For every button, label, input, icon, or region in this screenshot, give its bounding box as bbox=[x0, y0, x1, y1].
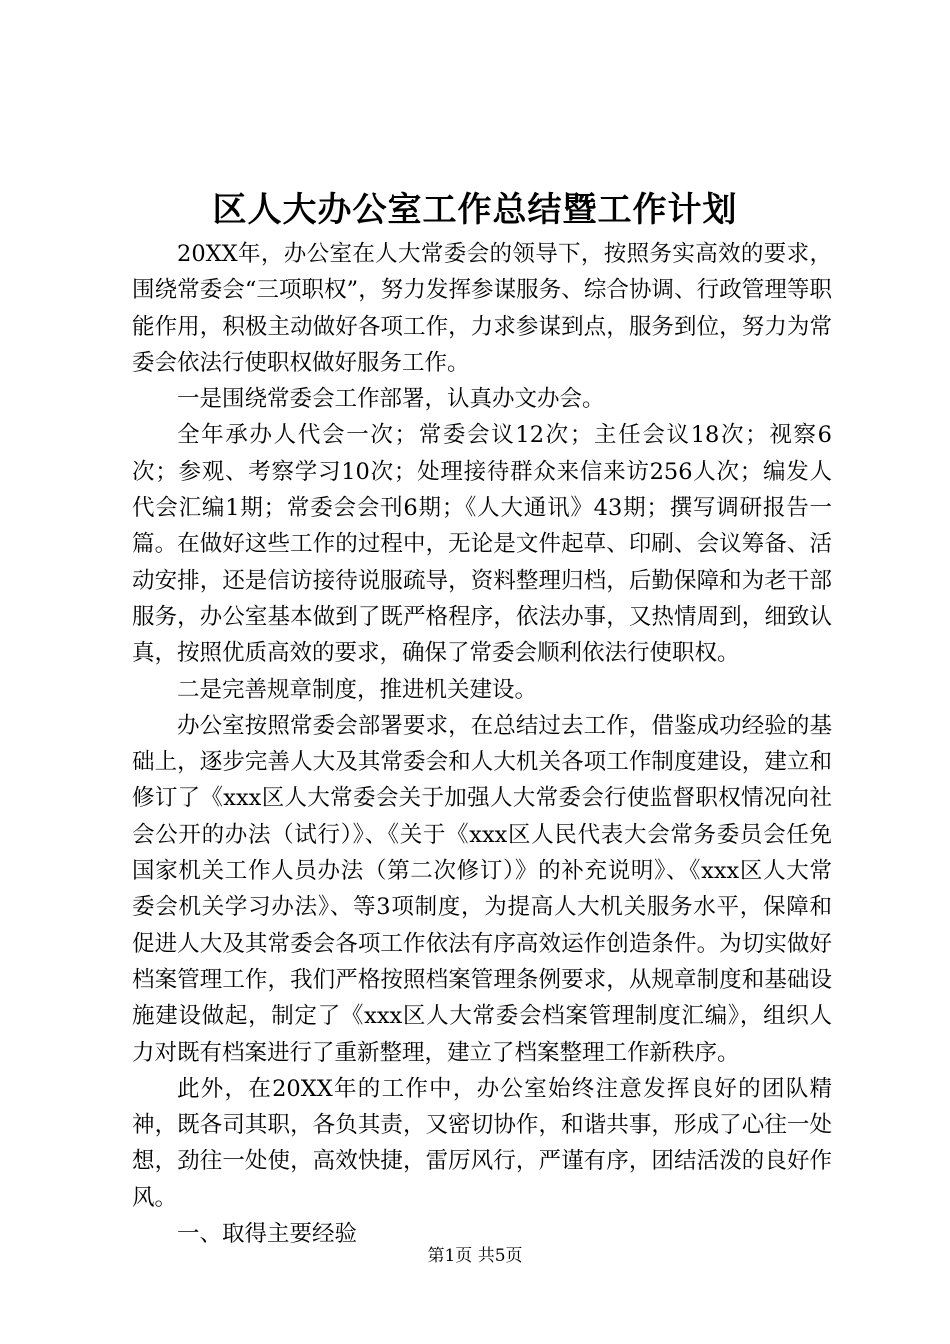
paragraph: 此外，在20XX年的工作中，办公室始终注意发挥良好的团队精神，既各司其职，各负其责，又密切协作，和谐共事，形成了心往一处想，劲往一处使，高效快捷，雷厉风行，严谨有序，团结活泼的良好作风。 bbox=[132, 1075, 832, 1211]
paragraph: 全年承办人代会一次；常委会议12次；主任会议18次；视察6次；参观、考察学习10次；处理接待群众来信来访256人次；编发人代会汇编1期；常委会会刊6期；《人大通讯》43期；撰写调研报告一篇。在做好这些工作的过程中，无论是文件起草、印刷、会议筹备、活动安排，还是信访接待说服疏导，资料整理归档，后勤保障和为老干部服务，办公室基本做到了既严格程序，依法办事，又热情周到，细致认真，按照优质高效的要求，确保了常委会顺利依法行使职权。 bbox=[132, 422, 832, 667]
paragraph: 办公室按照常委会部署要求，在总结过去工作，借鉴成功经验的基础上，逐步完善人大及其常委会和人大机关各项工作制度建设，建立和修订了《xxx区人大常委会关于加强人大常委会行使监督职权情况向社会公开的办法（试行）》、《关于《xxx区人民代表大会常务委员会任免国家机关工作人员办法（第二次修订）》的补充说明》、《xxx区人大常委会机关学习办法》、等3项制度，为提高人大机关服务水平，保障和促进人大及其常委会各项工作依法有序高效运作创造条件。为切实做好档案管理工作，我们严格按照档案管理条例要求，从规章制度和基础设施建设做起，制定了《xxx区人大常委会档案管理制度汇编》，组织人力对既有档案进行了重新整理，建立了档案整理工作新秩序。 bbox=[132, 712, 832, 1066]
document-body bbox=[132, 236, 832, 1252]
section-heading: 一是围绕常委会工作部署，认真办文办会。 bbox=[177, 386, 605, 413]
section-heading: 一、取得主要经验 bbox=[177, 1221, 358, 1248]
section-heading: 二是完善规章制度，推进机关建设。 bbox=[177, 676, 538, 703]
paragraph: 20XX年，办公室在人大常委会的领导下，按照务实高效的要求，围绕常委会“三项职权”，努力发挥参谋服务、综合协调、行政管理等职能作用，积极主动做好各项工作，力求参谋到点，服务到位，努力为常委会依法行使职权做好服务工作。 bbox=[132, 241, 832, 376]
document-title: 区人大办公室工作总结暨工作计划 bbox=[212, 190, 738, 230]
page-footer: 第1页 共5页 bbox=[427, 1246, 523, 1266]
